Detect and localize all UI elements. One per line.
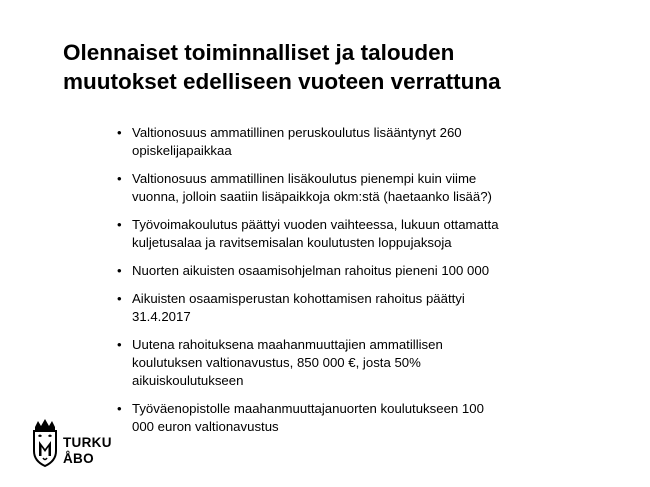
bullet-line: Valtionosuus ammatillinen lisäkoulutus pienempi kuin viime [132,171,477,186]
slide-title-line: muutokset edelliseen vuoteen verrattuna [63,69,501,94]
bullet-line: Valtionosuus ammatillinen peruskoulutus lisääntynyt 260 [132,125,462,140]
bullet-line: Työväenopistolle maahanmuuttajanuorten koulutukseen 100 [132,401,484,416]
bullet-line: 000 euron valtionavustus [132,419,279,434]
bullet-line: 31.4.2017 [132,309,191,324]
bullet-line: Uutena rahoituksena maahanmuuttajien ammatillisen [132,337,443,352]
bullet-item [117,124,617,160]
bullet-item [117,170,617,206]
slide-title-line: Olennaiset toiminnalliset ja talouden [63,40,455,65]
logo-text-abo: ÅBO [63,451,94,466]
bullet-line: Työvoimakoulutus päättyi vuoden vaihteessa, lukuun ottamatta [132,217,499,232]
bullet-line: kuljetusalaa ja ravitsemisalan koulutusten loppujaksoja [132,235,452,250]
bullet-item [117,290,617,326]
bullet-item [117,216,617,252]
bullet-line: Nuorten aikuisten osaamisohjelman rahoitus pieneni 100 000 [132,263,490,278]
bullet-list [117,124,617,446]
bullet-marker: • [117,401,122,416]
bullet-line: Aikuisten osaamisperustan kohottamisen rahoitus päättyi [132,291,465,306]
bullet-marker: • [117,291,122,306]
slide-title [63,38,623,96]
turku-logo [30,418,130,470]
logo-text-turku: TURKU [63,435,112,450]
bullet-marker: • [117,263,122,278]
turku-coat-of-arms-icon [30,418,60,468]
bullet-item [117,400,617,436]
bullet-marker: • [117,125,122,140]
bullet-item [117,262,617,280]
bullet-marker: • [117,337,122,352]
bullet-line: opiskelijapaikkaa [132,143,232,158]
bullet-marker: • [117,217,122,232]
bullet-line: koulutuksen valtionavustus, 850 000 €, josta 50% [132,355,421,370]
bullet-line: aikuiskoulutukseen [132,373,244,388]
bullet-line: vuonna, jolloin saatiin lisäpaikkoja okm:stä (haetaanko lisää?) [132,189,492,204]
bullet-marker: • [117,171,122,186]
bullet-item [117,336,617,390]
